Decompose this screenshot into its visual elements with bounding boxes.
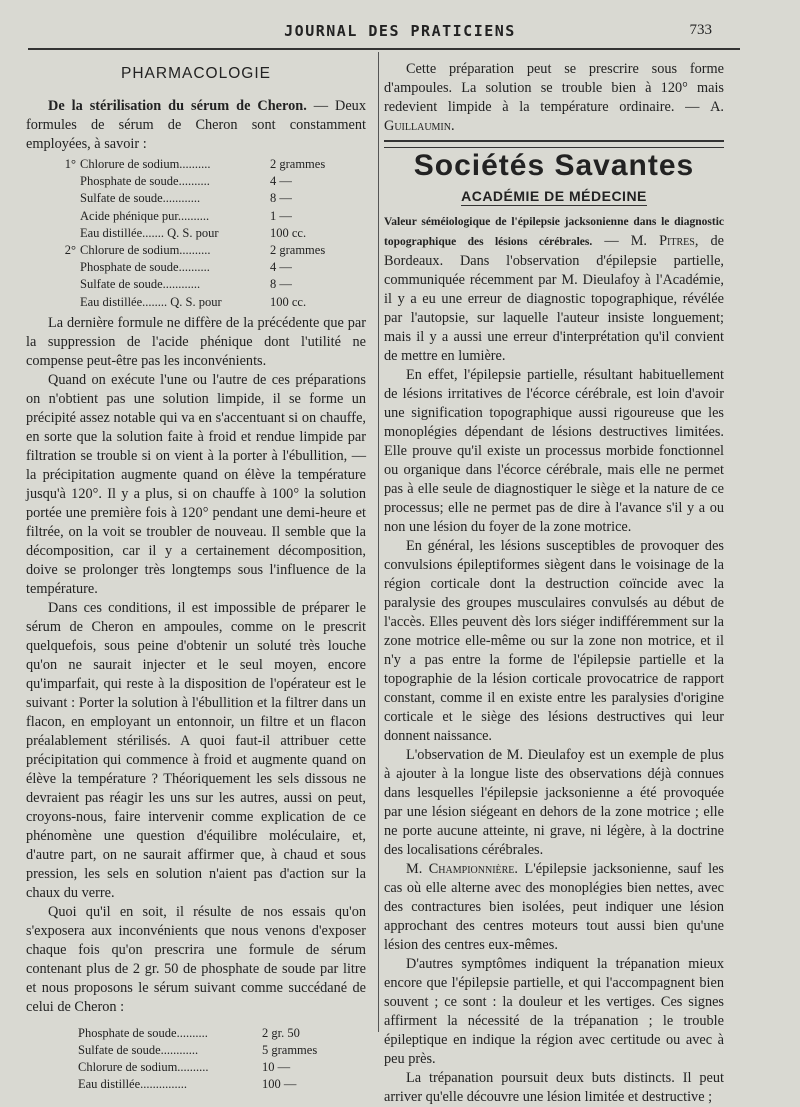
formula-list-2 <box>26 1025 366 1094</box>
paragraph: Quand on exécute l'une ou l'autre de ces préparations on n'obtient pas une solution limpide, il se forme un précipité assez notable qui va en s'accentuant si on chauffe, en sorte que la solution faite à froid et rendue limpide par filtration se trouble si on vient à la porter à l'ébullition, — la précipitation augmente quand on élève la température jusqu'à 120°. Il y a plus, si on chauffe à 100° la solution portée une première fois à 120° pendant une demi-heure et filtrée, on la voit se troubler de nouveau. Il semble que la décomposition, car il y a certainement décomposition, doive se prolonger très longtemps sous l'influence de la température. <box>26 371 366 597</box>
section-title-societes-savantes: Sociétés Savantes <box>413 149 695 182</box>
article-title: De la stérilisation du sérum de Cheron. <box>48 98 307 114</box>
formula-row: Phosphate de soude.......... 4 — <box>80 260 292 275</box>
article-intro <box>26 97 366 154</box>
formula-row: Eau distillée........ Q. S. pour 100 cc. <box>80 294 307 309</box>
formula-row: Sulfate de soude............ 8 — <box>80 191 292 206</box>
column-divider <box>378 52 379 1032</box>
paragraph: En général, les lésions susceptibles de provoquer des convulsions épileptiformes siègent dans le voisinage de la région corticale dont la destruction coïncide avec la paralysie des groupes musculaires convulsés au début de l'accès. Elles peuvent dès lors siéger indifféremment sur la zone motrice elle-même ou sur la zone non motrice, et il n'y a pas entre la forme de l'épilepsie partielle et la topographie de la lésion corticale provocatrice de rapport constant, comme il en existe entre les paralysies d'origine corticale et le siège des lésions destructives qui leur donnent naissance. <box>384 538 724 744</box>
paragraph: Dans ces conditions, il est impossible de préparer le sérum de Cheron en ampoules, comme on le prescrit quelquefois, sous peine d'obtenir un soluté très louche qu'on ne saurait injecter et le seul moyen, encore qu'imparfait, qui reste à la disposition de l'opérateur est le suivant : Porter la solution à l'ébullition et la filtrer dans un flacon, en employant un entonnoir, un filtre et un flacon préalablement stérilisés. A quoi faut-il attribuer cette précipitation qui commence à froid et augmente quand on élève la température ? Théoriquement les sels dissous ne devraient pas réagir les uns sur les autres, aussi on peut, croyons-nous, faire intervenir comme explication de ce phénomène une question d'équilibre moléculaire, et, d'autre part, on ne saurait affirmer que, à chaud et sous pression, les sels en solution n'aient pas d'action sur la chaux du verre. <box>26 599 366 901</box>
speaker-name: M. Pitres <box>630 233 695 249</box>
lead-title: Valeur séméiologique de l'épilepsie jacksonienne dans le diagnostic topographique des lésions cérébrales. <box>384 216 724 248</box>
speaker-name: M. Championnière. <box>406 861 518 877</box>
formula-row: Chlorure de sodium.......... 10 — <box>78 1060 291 1075</box>
author-signature: A. Guillaumin. <box>384 99 725 134</box>
header-rule <box>28 48 740 50</box>
subsection-title: ACADÉMIE DE MÉDECINE <box>461 188 647 204</box>
running-head <box>0 22 800 42</box>
paragraph: M. Championnière. L'épilepsie jacksonienne, sauf les cas où elle alterne avec des monoplégies bien nettes, avec des contractures bien isolées, peut indiquer une lésion approchant des centres moteurs tout aussi bien qu'une lésion des centres eux-mêmes. <box>384 861 724 953</box>
section-rule <box>384 140 724 148</box>
paragraph: D'autres symptômes indiquent la trépanation mieux encore que l'épilepsie partielle, et qui l'accompagnent bien souvent ; ce sont : la douleur et les vertiges. Ces signes affirment la nécessité de la trépanation ; le trouble épileptique en indique la région avec certitude ou avec à peu près. <box>384 956 724 1067</box>
section-title-pharmacologie: PHARMACOLOGIE <box>121 65 271 82</box>
paragraph: L'observation de M. Dieulafoy est un exemple de plus à ajouter à la longue liste des observations déjà connues dans lesquelles l'épilepsie jacksonienne a été provoquée par une lésion siégeant en dehors de la zone motrice ; elle ne porte aucune atteinte, ni grave, ni légère, à la doctrine des localisations cérébrales. <box>384 747 724 858</box>
formula-row: Sulfate de soude............ 5 grammes <box>78 1043 318 1058</box>
formula-row: Eau distillée....... Q. S. pour 100 cc. <box>80 225 307 240</box>
paragraph: Quoi qu'il en soit, il résulte de nos essais qu'on s'exposera aux inconvénients que nous venons d'exposer chaque fois qu'on prescrira une formule de sérum contenant plus de 2 gr. 50 de phosphate de soude par litre et nous proposons le sérum suivant comme succédané de celui de Cheron : <box>26 903 366 1015</box>
formula-row: 1° Chlorure de sodium.......... 2 grammes <box>64 157 326 171</box>
formula-row: Phosphate de soude.......... 2 gr. 50 <box>78 1025 300 1040</box>
journal-title: JOURNAL DES PRATICIENS <box>284 22 516 40</box>
formula-row: Acide phénique pur.......... 1 — <box>80 208 292 223</box>
formula-row: 2° Chlorure de sodium.......... 2 grammes <box>64 243 326 258</box>
paragraph: La trépanation poursuit deux buts distincts. Il peut arriver qu'elle découvre une lésion limitée et destructive ; <box>384 1070 724 1105</box>
formula-row: Eau distillée............... 100 — <box>78 1077 297 1092</box>
paragraph: En effet, l'épilepsie partielle, résultant habituellement de lésions irritatives de l'écorce cérébrale, est loin d'avoir une signification topographique aussi rigoureuse que les monoplégies dépendant de lésions destructives limitées. Elle prouve qu'il existe un processus morbide fonctionnel ou organique dans l'écorce cérébrale, mais elle ne permet pas à elle seule de diagnostiquer le siège et la nature de ce processus; elle ne permet pas de dire à l'avance s'il y a ou non une lésion du foyer de la zone motrice. <box>384 367 724 535</box>
page-number: 733 <box>689 22 712 38</box>
lead-paragraph: Valeur séméiologique de l'épilepsie jacksonienne dans le diagnostic topographique des lésions cérébrales. — M. Pitres, de Bordeaux. Dans l'observation d'épilepsie partielle, communiquée récemment par M. Dieulafoy à l'Académie, il y a eu une erreur de diagnostic topographique, révélée par l'autopsie, sur laquelle l'auteur insiste longuement; mais il y a aussi une erreur d'interprétation qu'il convient de mettre en lumière. <box>384 216 724 364</box>
paragraph: La dernière formule ne diffère de la précédente que par la suppression de l'acide phénique dont l'utilité ne compense peut-être pas les inconvénients. <box>26 314 366 369</box>
formula-row: Sulfate de soude............ 8 — <box>80 277 292 292</box>
formula-row: Phosphate de soude.......... 4 — <box>80 174 292 189</box>
right-column <box>384 60 724 1107</box>
left-column <box>26 60 366 1094</box>
formula-list-1 <box>26 156 366 311</box>
article-intro-text: — Deux formules de sérum de Cheron sont constamment employées, à savoir : <box>26 98 366 152</box>
paragraph-continued: Cette préparation peut se prescrire sous forme d'ampoules. La solution se trouble bien à 120° mais redevient limpide à la température ordinaire. — A. Guillaumin. <box>384 61 725 134</box>
